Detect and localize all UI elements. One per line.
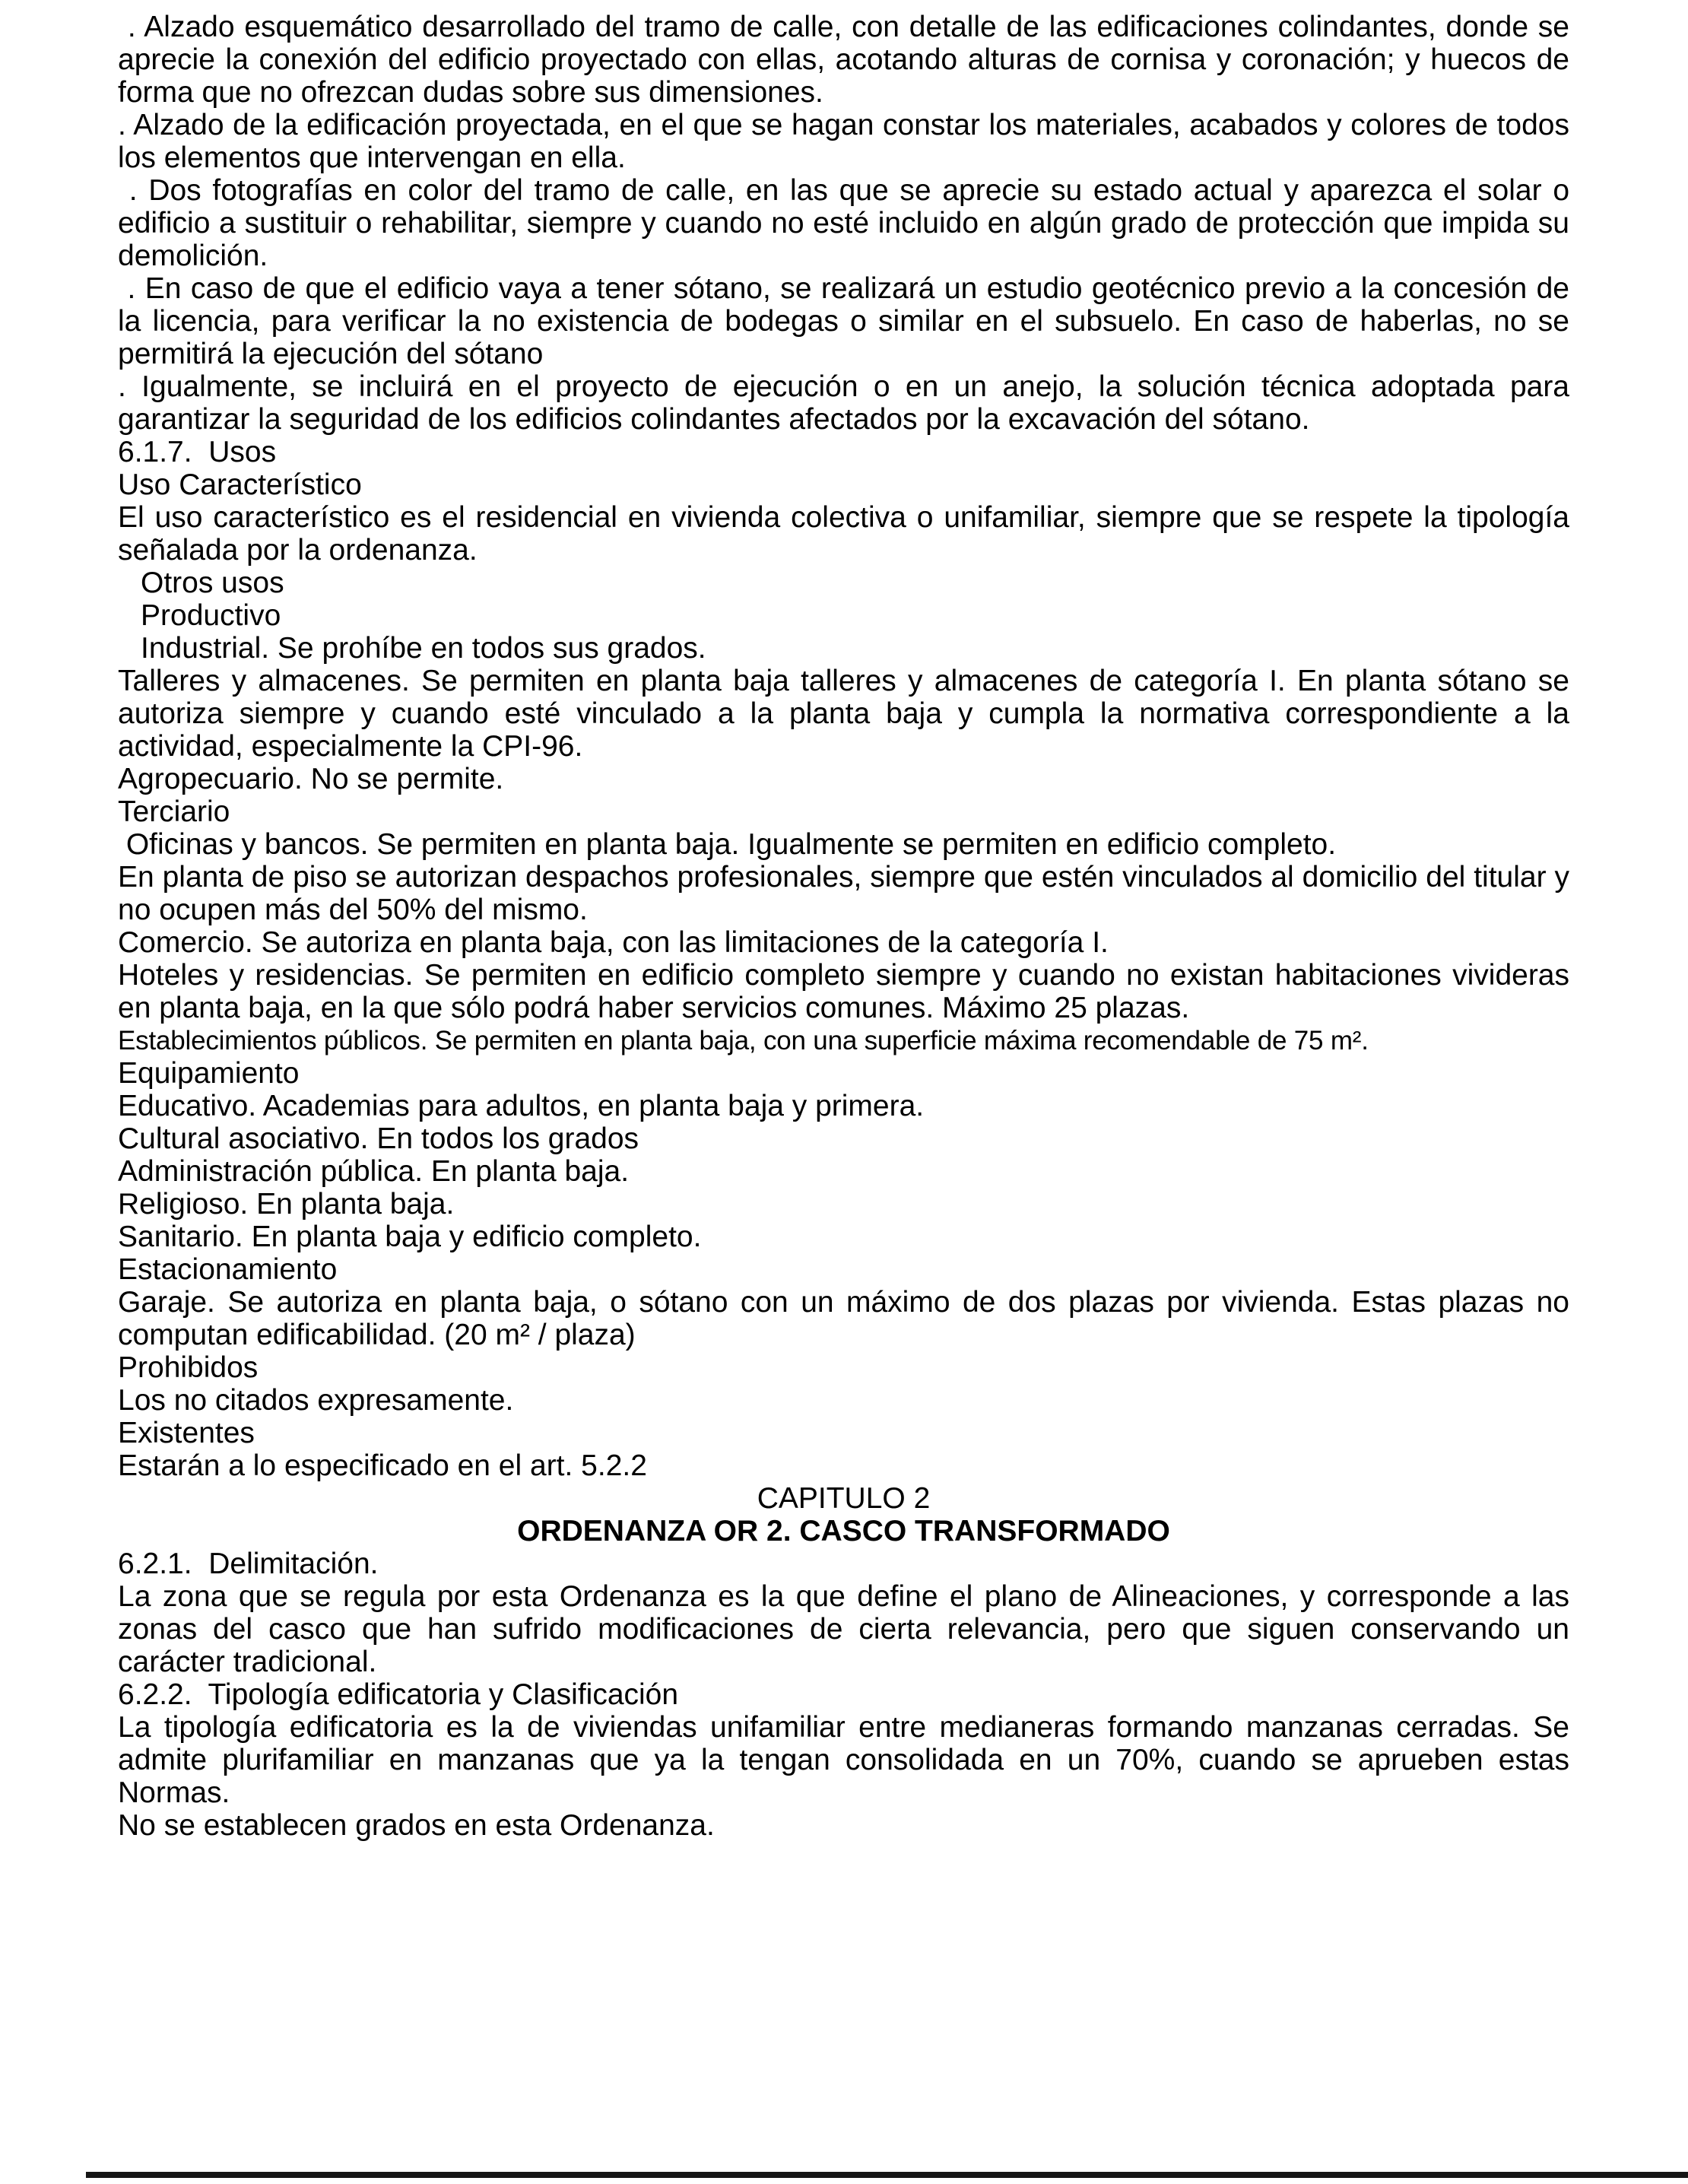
heading-delimitacion: 6.2.1. Delimitación. [118,1548,379,1580]
line-sanitario: Sanitario. En planta baja y edificio completo. [118,1221,702,1253]
heading-tipologia-clasificacion: 6.2.2. Tipología edificatoria y Clasificación [118,1678,679,1711]
para-tipologia: La tipología edificatoria es la de viviendas unifamiliar entre medianeras formando manzanas cerradas. Se admite plurifamiliar en manzanas que ya la tengan consolidada en un 70%, cuando se aprueben estas Normas. [118,1711,1578,1809]
line-existentes: Existentes [118,1417,255,1449]
line-cultural-asociativo: Cultural asociativo. En todos los grados [118,1122,639,1155]
line-estacionamiento: Estacionamiento [118,1253,338,1286]
line-uso-caracteristico: Uso Característico [118,468,362,501]
para-uso-caracteristico: El uso característico es el residencial en vivienda colectiva o unifamiliar, siempre que se respete la tipología señalada por la ordenanza. [118,501,1578,567]
line-agropecuario: Agropecuario. No se permite. [118,763,504,795]
line-terciario: Terciario [118,795,230,828]
line-establecimientos-publicos: Establecimientos públicos. Se permiten en planta baja, con una superficie máxima recomendable de 75 m². [118,1026,1369,1055]
para-sotano-geotecnico: . En caso de que el edificio vaya a tener sótano, se realizará un estudio geotécnico previo a la concesión de la licencia, para verificar la no existencia de bodegas o similar en el subsuelo. En caso de haberlas, no se permitirá la ejecución del sótano [118,272,1578,370]
para-despachos-profesionales: En planta de piso se autorizan despachos profesionales, siempre que estén vinculados al domicilio del titular y no ocupen más del 50% del mismo. [118,861,1578,926]
line-oficinas-bancos: Oficinas y bancos. Se permiten en planta baja. Igualmente se permiten en edificio completo. [118,828,1337,861]
line-industrial: Industrial. Se prohíbe en todos sus grados. [141,632,706,665]
line-prohibidos: Prohibidos [118,1351,259,1384]
line-productivo: Productivo [141,599,281,632]
line-existentes-articulo: Estarán a lo especificado en el art. 5.2.2 [118,1449,647,1482]
para-alzado-edificacion: . Alzado de la edificación proyectada, en el que se hagan constar los materiales, acabados y colores de todos los elementos que intervengan en ella. [118,109,1578,174]
para-solucion-tecnica: . Igualmente, se incluirá en el proyecto de ejecución o en un anejo, la solución técnica adoptada para garantizar la seguridad de los edificios colindantes afectados por la excavación del sótano. [118,370,1578,436]
line-administracion-publica: Administración pública. En planta baja. [118,1155,630,1188]
line-comercio: Comercio. Se autoriza en planta baja, con las limitaciones de la categoría I. [118,926,1109,959]
line-otros-usos: Otros usos [141,567,284,599]
line-equipamiento: Equipamiento [118,1057,300,1090]
para-alzado-esquematico: . Alzado esquemático desarrollado del tramo de calle, con detalle de las edificaciones colindantes, donde se aprecie la conexión del edificio proyectado con ellas, acotando alturas de cornisa y coronación; y huecos de forma que no ofrezcan dudas sobre sus dimensiones. [118,11,1578,109]
para-delimitacion: La zona que se regula por esta Ordenanza es la que define el plano de Alineaciones, y corresponde a las zonas del casco que han sufrido modificaciones de cierta relevancia, pero que siguen conservando un carácter tradicional. [118,1580,1578,1678]
heading-ordenanza-or2: ORDENANZA OR 2. CASCO TRANSFORMADO [517,1515,1170,1548]
line-educativo: Educativo. Academias para adultos, en planta baja y primera. [118,1090,925,1122]
line-religioso: Religioso. En planta baja. [118,1188,455,1221]
para-fotografias: . Dos fotografías en color del tramo de calle, en las que se aprecie su estado actual y aparezca el solar o edificio a sustituir o rehabilitar, siempre y cuando no esté incluido en algún grado de protección que impida su demolición. [118,174,1578,272]
heading-usos: 6.1.7. Usos [118,436,277,468]
line-no-citados: Los no citados expresamente. [118,1384,514,1417]
para-talleres-almacenes: Talleres y almacenes. Se permiten en planta baja talleres y almacenes de categoría I. En planta sótano se autoriza siempre y cuando esté vinculado a la planta baja y cumpla la normativa correspondiente a la actividad, especialmente la CPI-96. [118,665,1578,763]
para-hoteles-residencias: Hoteles y residencias. Se permiten en edificio completo siempre y cuando no existan habitaciones vivideras en planta baja, en la que sólo podrá haber servicios comunes. Máximo 25 plazas. [118,959,1578,1024]
para-garaje: Garaje. Se autoriza en planta baja, o sótano con un máximo de dos plazas por vivienda. Estas plazas no computan edificabilidad. (20 m² / plaza) [118,1286,1578,1351]
heading-capitulo-2: CAPITULO 2 [757,1482,931,1515]
line-no-grados: No se establecen grados en esta Ordenanza. [118,1809,715,1842]
page-edge-artifact [86,2172,1688,2178]
